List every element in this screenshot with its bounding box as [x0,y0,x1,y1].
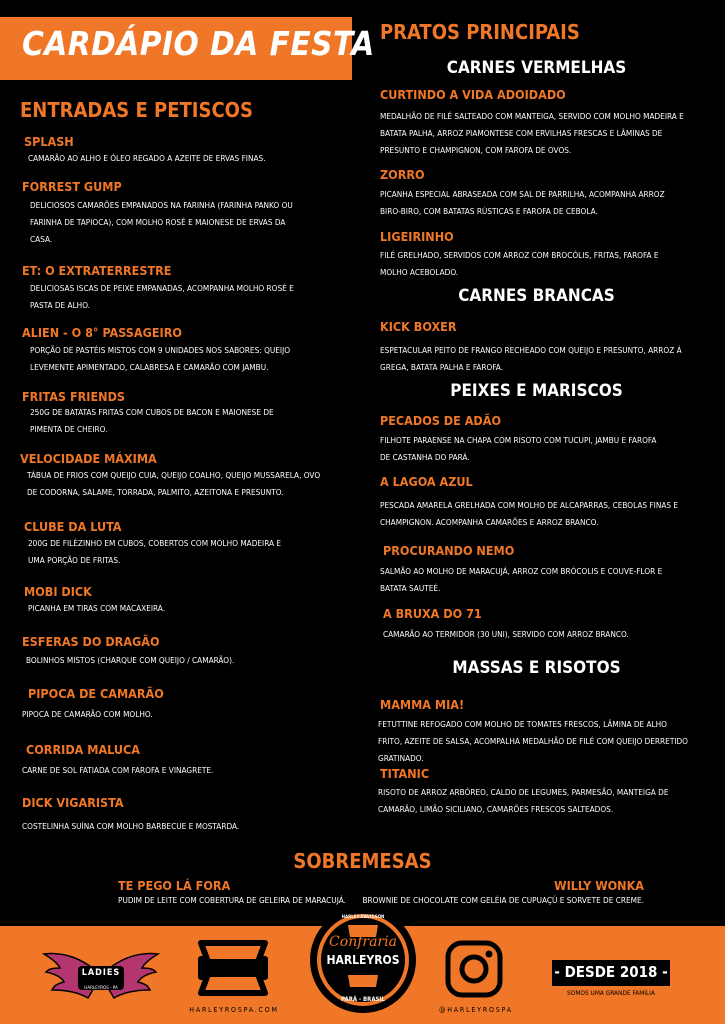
dish-name: A BRUXA DO 71 [383,606,482,621]
dish-description: FILHOTE PARAENSE NA CHAPA COM RISOTO COM TUCUPI, JAMBU E FAROFA DE CASTANHA DO PARÁ. [380,435,657,462]
dish-name: CORRIDA MALUCA [26,742,140,757]
dish-description: DELICIOSAS ISCAS DE PEIXE EMPANADAS, ACOMPANHA MOLHO ROSÉ E PASTA DE ALHO. [30,283,294,310]
section-title-sobremesas: SOBREMESAS [293,849,432,873]
dish-description: PICANHA EM TIRAS COM MACAXEIRA. [28,603,166,613]
dish-description: FILÉ GRELHADO, SERVIDOS COM ARROZ COM BROCÓLIS, FRITAS, FAROFA E MOLHO ACEBOLADO. [380,250,659,277]
since-text: - DESDE 2018 - [554,963,668,981]
dish-description: TÁBUA DE FRIOS COM QUEIJO CUIA, QUEIJO COALHO, QUEIJO MUSSARELA, OVO DE CODORNA, SALAME, TORRADA, PALMITO, AZEITONA E PRESUNTO. [27,470,321,497]
dish-name: CURTINDO A VIDA ADOIDADO [380,87,566,102]
dish-name: VELOCIDADE MÁXIMA [20,451,157,466]
dish-name: MOBI DICK [24,584,92,599]
since-subtext: SOMOS UMA GRANDE FAMÍLIA [567,989,655,997]
dish-name: TE PEGO LÁ FORA [118,878,231,893]
dish-name: WILLY WONKA [554,878,644,893]
dish-name: DICK VIGARISTA [22,795,124,810]
dish-description: PICANHA ESPECIAL ABRASEADA COM SAL DE PARRILHA, ACOMPANHA ARROZ BIRO-BIRO, COM BATATAS RÚSTICAS E FAROFA DE CEBOLA. [380,189,665,216]
subsection-massas-risotos: MASSAS E RISOTOS [452,658,621,678]
dish-name: A LAGOA AZUL [380,474,473,489]
dish-name: FORREST GUMP [22,179,122,194]
dish-name: PROCURANDO NEMO [383,543,515,558]
dish-description: RISOTO DE ARROZ ARBÓREO, CALDO DE LEGUMES, PARMESÃO, MANTEIGA DE CAMARÃO, LIMÃO SICILIANO, CAMARÕES FRESCOS SALTEADOS. [378,787,669,814]
section-title-pratos: PRATOS PRINCIPAIS [380,20,580,44]
dish-name: TITANIC [380,766,430,781]
harley-shield-icon [193,937,273,999]
instagram-icon [443,938,505,1000]
dish-description: PORÇÃO DE PASTÉIS MISTOS COM 9 UNIDADES NOS SABORES: QUEIJO LEVEMENTE APIMENTADO, CALABRESA E CAMARÃO COM JAMBU. [30,345,291,372]
instagram-handle: @HARLEYROSPA [439,1006,513,1014]
dish-name: LIGEIRINHO [380,229,454,244]
dish-name: ZORRO [380,167,425,182]
dish-name: FRITAS FRIENDS [22,389,126,404]
dish-description: PIPOCA DE CAMARÃO COM MOLHO. [22,709,153,719]
ladies-text: LADIES [81,968,121,978]
dish-description: CAMARÃO AO TERMIDOR (30 UNI), SERVIDO COM ARROZ BRANCO. [383,629,629,639]
dish-name: ESFERAS DO DRAGÃO [22,634,160,649]
dish-name: PECADOS DE ADÃO [380,413,502,428]
dish-description: CARNE DE SOL FATIADA COM FAROFA E VINAGRETE. [22,765,214,775]
dish-name: CLUBE DA LUTA [24,519,122,534]
subsection-peixes-mariscos: PEIXES E MARISCOS [450,381,623,401]
dish-description: PUDIM DE LEITE COM COBERTURA DE GELEIRA DE MARACUJÁ. [118,895,346,905]
dish-description: DELICIOSOS CAMARÕES EMPANADOS NA FARINHA (FARINHA PANKO OU FARINHA DE TAPIOCA), COM MOLHO ROSÉ E MAIONESE DE ERVAS DA CASA. [30,200,293,244]
dish-name: PIPOCA DE CAMARÃO [28,686,164,701]
dish-description: ESPETACULAR PEITO DE FRANGO RECHEADO COM QUEIJO E PRESUNTO, ARROZ Á GREGA, BATATA PALHA E FAROFA. [380,345,682,372]
dish-name: MAMMA MIA! [380,697,465,712]
badge-script-text: Confraria [329,934,397,950]
dish-description: 250G DE BATATAS FRITAS COM CUBOS DE BACON E MAIONESE DE PIMENTA DE CHEIRO. [30,407,274,434]
dish-name: KICK BOXER [380,319,457,334]
section-title-entradas: ENTRADAS E PETISCOS [20,98,253,122]
page-title: CARDÁPIO DA FESTA [22,24,375,63]
dish-description: CAMARÃO AO ALHO E ÓLEO REGADO A AZEITE DE ERVAS FINAS. [28,153,266,163]
ladies-wings-logo [42,946,160,1010]
dish-name: SPLASH [24,134,74,149]
dish-description: MEDALHÃO DE FILÉ SALTEADO COM MANTEIGA, SERVIDO COM MOLHO MADEIRA E BATATA PALHA, ARROZ PIAMONTESE COM ERVILHAS FRESCAS E LÂMINAS DE PRESUNTO E CHAMPIGNON, COM FAROFA DE OVOS. [380,111,684,155]
dish-name: ALIEN - O 8° PASSAGEIRO [22,325,182,340]
dish-name: ET: O EXTRATERRESTRE [22,263,172,278]
dish-description: 200G DE FILÉZINHO EM CUBOS, COBERTOS COM MOLHO MADEIRA E UMA PORÇÃO DE FRITAS. [28,538,282,565]
dish-description: PESCADA AMARELA GRELHADA COM MOLHO DE ALCAPARRAS, CEBOLAS FINAS E CHAMPIGNON. ACOMPANHA CAMARÕES E ARROZ BRANCO. [380,500,679,527]
badge-name-text: HARLEYROS [326,953,400,967]
subsection-carnes-vermelhas: CARNES VERMELHAS [446,58,627,78]
badge-top-text: HARLEY-DAVIDSON [341,915,385,920]
ladies-subtext: HARLEYROS - PA [84,986,118,991]
subsection-carnes-brancas: CARNES BRANCAS [458,286,615,306]
dish-description: COSTELINHA SUÍNA COM MOLHO BARBECUE E MOSTARDA. [22,821,240,831]
website-text: HARLEYROSPA.COM [189,1006,279,1014]
dish-description: BOLINHOS MISTOS (CHARQUE COM QUEIJO / CAMARÃO). [26,655,235,665]
badge-bottom-text: PARÁ - BRASIL [341,996,385,1003]
dish-description: FETUTTINE REFOGADO COM MOLHO DE TOMATES FRESCOS, LÂMINA DE ALHO FRITO, AZEITE DE SALSA, ACOMPALHA MEDALHÃO DE FILÉ COM QUEIJO DERRETIDO GRATINADO. [378,719,688,763]
dish-description: BROWNIE DE CHOCOLATE COM GELÉIA DE CUPUAÇÚ E SORVETE DE CREME. [362,895,644,905]
dish-description: SALMÃO AO MOLHO DE MARACUJÁ, ARROZ COM BRÓCOLIS E COUVE-FLOR E BATATA SAUTEÉ. [380,566,663,593]
